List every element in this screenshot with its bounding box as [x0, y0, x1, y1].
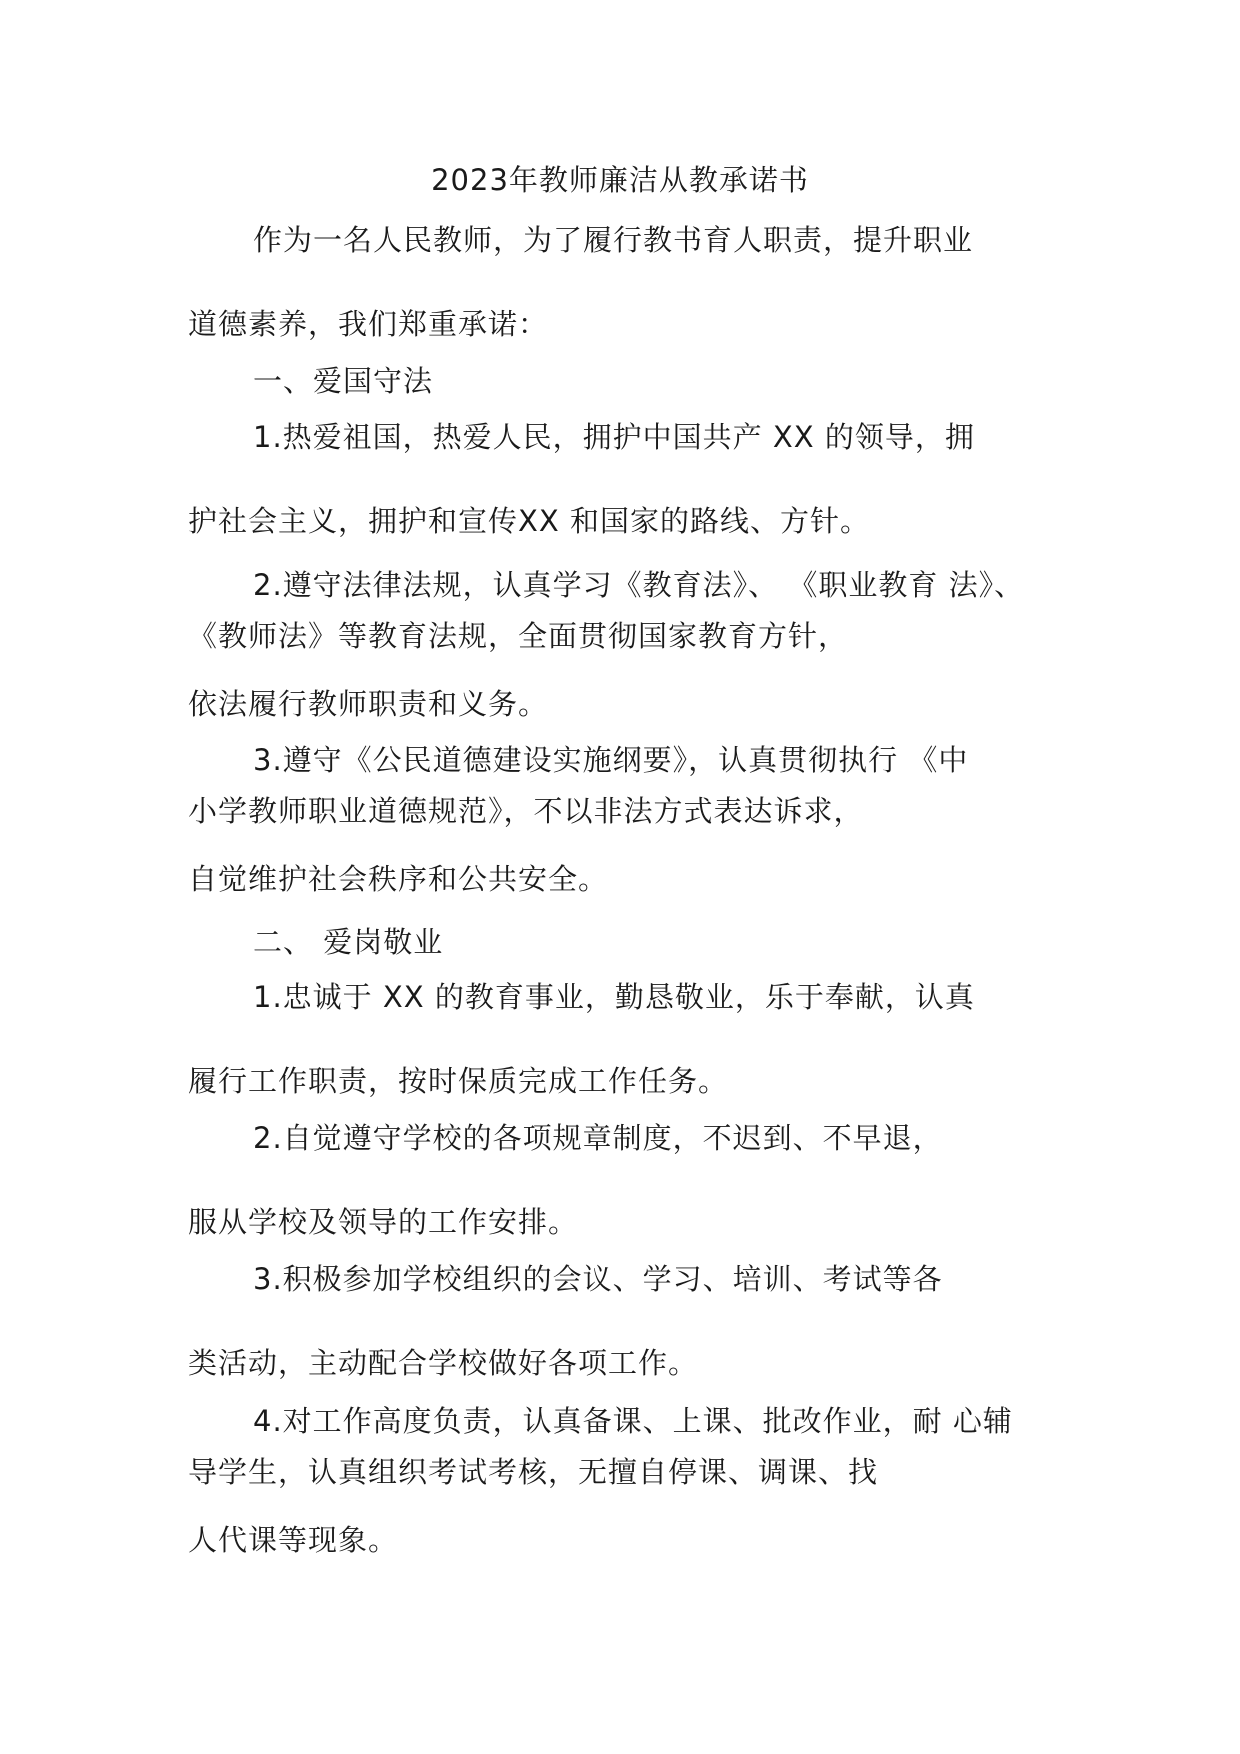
section-heading: 二、 爱岗敬业 — [253, 925, 444, 959]
paragraph-line: 1.热爱祖国，热爱人民，拥护中国共产 XX 的领导，拥 — [253, 420, 975, 454]
paragraph-line: 服从学校及领导的工作安排。 — [188, 1205, 579, 1239]
paragraph-line: 3.积极参加学校组织的会议、学习、培训、考试等各 — [253, 1262, 943, 1296]
paragraph-line: 道德素养，我们郑重承诺： — [188, 307, 549, 341]
paragraph-line: 作为一名人民教师，为了履行教书育人职责，提升职业 — [253, 223, 974, 257]
paragraph-line: 2.自觉遵守学校的各项规章制度，不迟到、不早退， — [253, 1121, 943, 1155]
paragraph-line: 小学教师职业道德规范》，不以非法方式表达诉求， — [188, 794, 864, 828]
paragraph-line: 2.遵守法律法规，认真学习《教育法》、 《职业教育 法》、 — [253, 568, 1025, 602]
paragraph-line: 《教师法》等教育法规，全面贯彻国家教育方针， — [188, 619, 849, 653]
section-heading: 一、爱国守法 — [253, 364, 434, 398]
paragraph-line: 履行工作职责，按时保质完成工作任务。 — [188, 1064, 729, 1098]
paragraph-line: 护社会主义，拥护和宣传XX 和国家的路线、方针。 — [188, 504, 870, 538]
paragraph-line: 人代课等现象。 — [188, 1523, 399, 1557]
paragraph-line: 导学生，认真组织考试考核，无擅自停课、调课、找 — [188, 1455, 879, 1489]
paragraph-line: 4.对工作高度负责，认真备课、上课、批改作业，耐 心辅 — [253, 1404, 1013, 1438]
paragraph-line: 依法履行教师职责和义务。 — [188, 687, 549, 721]
paragraph-line: 1.忠诚于 XX 的教育事业，勤恳敬业，乐于奉献，认真 — [253, 980, 975, 1014]
paragraph-line: 类活动，主动配合学校做好各项工作。 — [188, 1346, 699, 1380]
paragraph-line: 自觉维护社会秩序和公共安全。 — [188, 862, 609, 896]
paragraph-line: 3.遵守《公民道德建设实施纲要》，认真贯彻执行 《中 — [253, 743, 969, 777]
document-title: 2023年教师廉洁从教承诺书 — [431, 163, 809, 197]
